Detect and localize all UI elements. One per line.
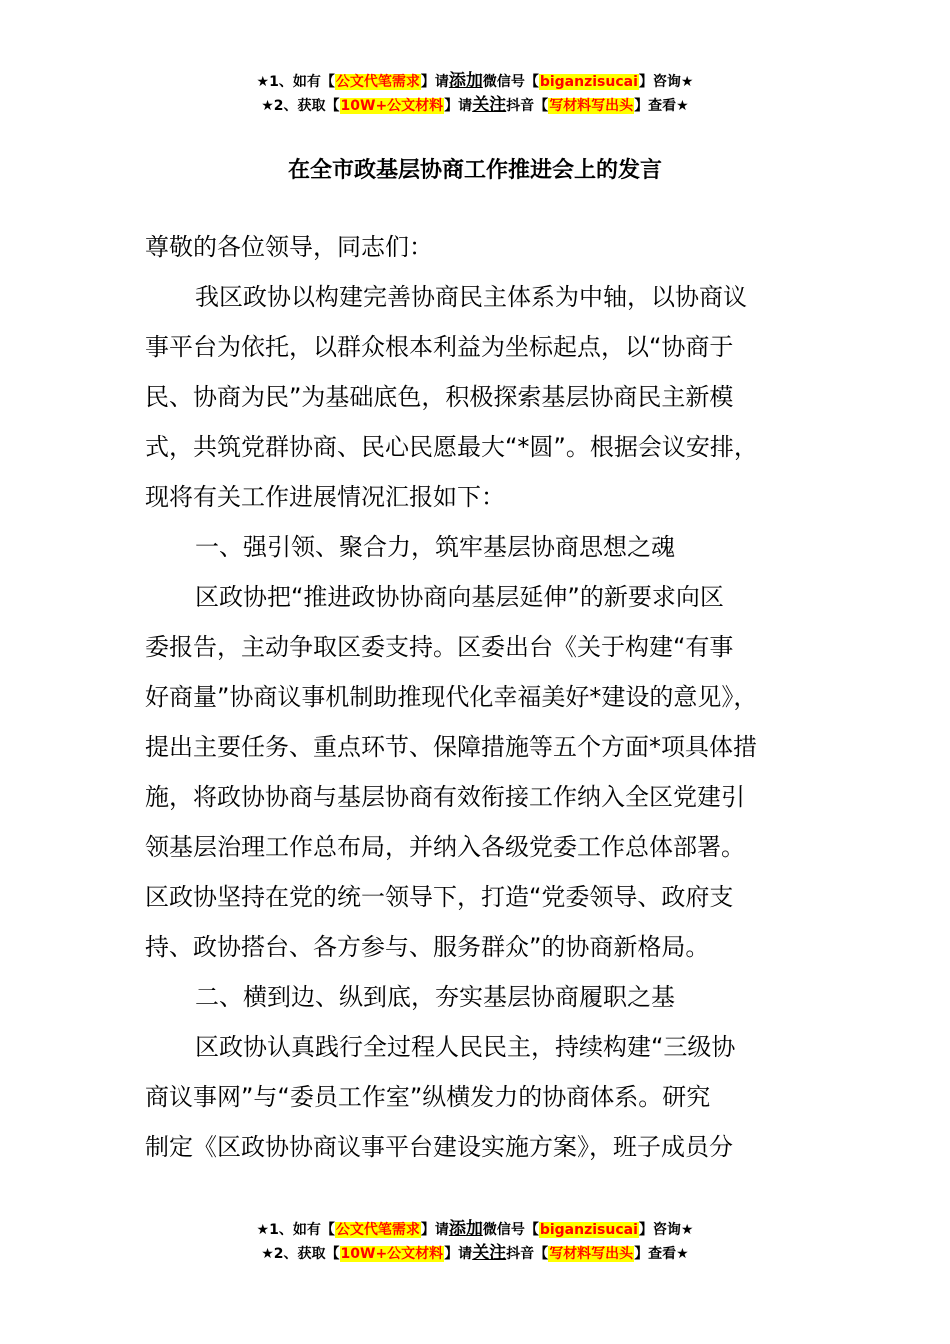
ad-highlight: 10W+公文材料 [340, 98, 444, 114]
ad-text: 抖音【 [506, 98, 549, 114]
ad-highlight: biganzisucai [539, 74, 638, 90]
ad-header-line-1 [0, 71, 950, 92]
ad-text: 】请 [420, 1222, 449, 1238]
ad-highlight: biganzisucai [539, 1222, 638, 1238]
body-line: 区政协坚持在党的统一领导下，打造“党委领导、政府支 [145, 883, 734, 911]
body-line: 商议事网”与“委员工作室”纵横发力的协商体系。研究 [145, 1083, 711, 1111]
document-body [145, 222, 825, 1172]
ad-text: 】咨询★ [638, 74, 694, 90]
ad-text: 】请 [444, 98, 473, 114]
ad-text: ★2、获取【 [261, 98, 340, 114]
body-line: 民、协商为民”为基础底色，积极探索基层协商民主新模 [145, 383, 734, 411]
ad-underline: 添加 [448, 1219, 483, 1239]
body-line: 制定《区政协协商议事平台建设实施方案》，班子成员分 [145, 1133, 733, 1161]
body-line: 式，共筑党群协商、民心民愿最大“*圆”。根据会议安排， [145, 433, 758, 461]
body-line: 尊敬的各位领导，同志们： [145, 233, 433, 261]
body-line: 委报告，主动争取区委支持。区委出台《关于构建“有事 [145, 633, 734, 661]
ad-text: 】查看★ [634, 98, 689, 114]
body-line: 好商量”协商议事机制助推现代化幸福美好*建设的意见》， [145, 683, 758, 711]
ad-header-line-2 [0, 95, 950, 116]
ad-underline: 关注 [472, 95, 507, 115]
body-line: 持、政协搭台、各方参与、服务群众”的协商新格局。 [145, 933, 710, 961]
body-line: 区政协认真践行全过程人民民主，持续构建“三级协 [195, 1033, 736, 1061]
body-line: 提出主要任务、重点环节、保障措施等五个方面*项具体措 [145, 733, 757, 761]
body-line: 施，将政协协商与基层协商有效衔接工作纳入全区党建引 [145, 783, 745, 811]
section-heading: 二、横到边、纵到底，夯实基层协商履职之基 [195, 983, 675, 1011]
ad-underline: 关注 [472, 1243, 507, 1263]
ad-highlight: 公文代笔需求 [335, 1222, 420, 1238]
body-line: 领基层治理工作总布局，并纳入各级党委工作总体部署。 [145, 833, 745, 861]
ad-text: ★2、获取【 [261, 1246, 340, 1262]
page-title: 在全市政基层协商工作推进会上的发言 [287, 158, 662, 183]
ad-underline: 添加 [448, 71, 483, 91]
ad-highlight: 写材料写出头 [549, 1246, 634, 1262]
ad-text: 抖音【 [506, 1246, 549, 1262]
body-line: 现将有关工作进展情况汇报如下： [145, 483, 505, 511]
ad-footer-line-1 [0, 1219, 950, 1240]
body-line: 区政协把“推进政协协商向基层延伸”的新要求向区 [195, 583, 724, 611]
ad-highlight: 10W+公文材料 [340, 1246, 444, 1262]
ad-highlight: 写材料写出头 [549, 98, 634, 114]
ad-text: 】咨询★ [638, 1222, 694, 1238]
ad-text: 微信号【 [482, 1222, 539, 1238]
body-line: 我区政协以构建完善协商民主体系为中轴，以协商议 [195, 283, 747, 311]
ad-text: 】请 [420, 74, 449, 90]
ad-text: 微信号【 [482, 74, 539, 90]
ad-text: ★1、如有【 [256, 74, 335, 90]
section-heading: 一、强引领、聚合力，筑牢基层协商思想之魂 [195, 533, 675, 561]
ad-footer-line-2 [0, 1243, 950, 1264]
ad-text: 】请 [444, 1246, 473, 1262]
ad-highlight: 公文代笔需求 [335, 74, 420, 90]
ad-text: ★1、如有【 [256, 1222, 335, 1238]
body-line: 事平台为依托，以群众根本利益为坐标起点，以“协商于 [145, 333, 734, 361]
ad-text: 】查看★ [634, 1246, 689, 1262]
